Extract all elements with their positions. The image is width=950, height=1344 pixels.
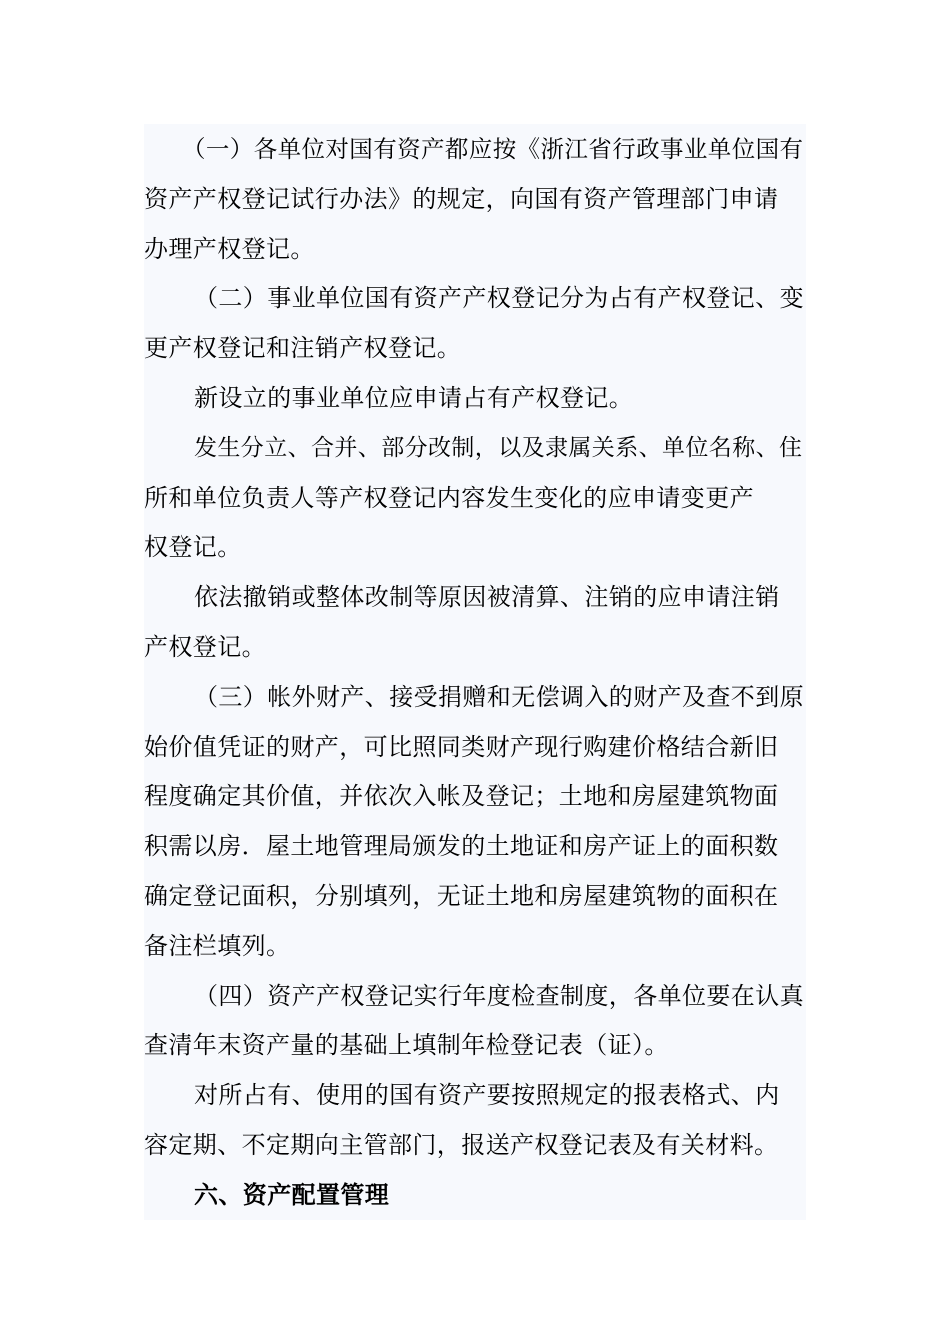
paragraph-line: 确定登记面积，分别填列，无证土地和房屋建筑物的面积在	[144, 882, 779, 910]
paragraph-line: （三）帐外财产、接受捐赠和无偿调入的财产及查不到原	[194, 682, 804, 711]
paragraph-line: 备注栏填列。	[144, 931, 291, 960]
section-heading: 六、资产配置管理	[194, 1179, 390, 1209]
paragraph-line: 权登记。	[144, 533, 242, 562]
paragraph-line: 新设立的事业单位应申请占有产权登记。	[194, 384, 634, 412]
paragraph-line: 更产权登记和注销产权登记。	[144, 334, 462, 363]
paragraph-line: 产权登记。	[144, 633, 266, 661]
paragraph-line: （一）各单位对国有资产都应按《浙江省行政事业单位国有	[182, 135, 804, 163]
paragraph-line: 所和单位负责人等产权登记内容发生变化的应申请变更产	[144, 483, 754, 512]
paragraph-line: 发生分立、合并、部分改制，以及隶属关系、单位名称、住	[194, 434, 803, 461]
paragraph-line: 查清年末资产量的基础上填制年检登记表（证）。	[144, 1031, 669, 1060]
paragraph-line: 资产产权登记试行办法》的规定，向国有资产管理部门申请	[144, 184, 779, 213]
paragraph-line: 积需以房．屋土地管理局颁发的土地证和房产证上的面积数	[144, 832, 779, 861]
document-body	[144, 124, 806, 1220]
paragraph-line: （二）事业单位国有资产产权登记分为占有产权登记、变	[194, 284, 804, 313]
paragraph-line: 始价值凭证的财产，可比照同类财产现行购建价格结合新旧	[144, 732, 779, 761]
paragraph-line: 程度确定其价值，并依次入帐及登记；土地和房屋建筑物面	[144, 782, 779, 811]
paragraph-line: 对所占有、使用的国有资产要按照规定的报表格式、内	[194, 1081, 780, 1110]
paragraph-line: 容定期、不定期向主管部门，报送产权登记表及有关材料。	[144, 1131, 779, 1159]
paragraph-line: 依法撤销或整体改制等原因被清算、注销的应申请注销	[194, 583, 780, 612]
paragraph-line: （四）资产产权登记实行年度检查制度，各单位要在认真	[194, 981, 804, 1010]
paragraph-line: 办理产权登记。	[144, 234, 315, 263]
